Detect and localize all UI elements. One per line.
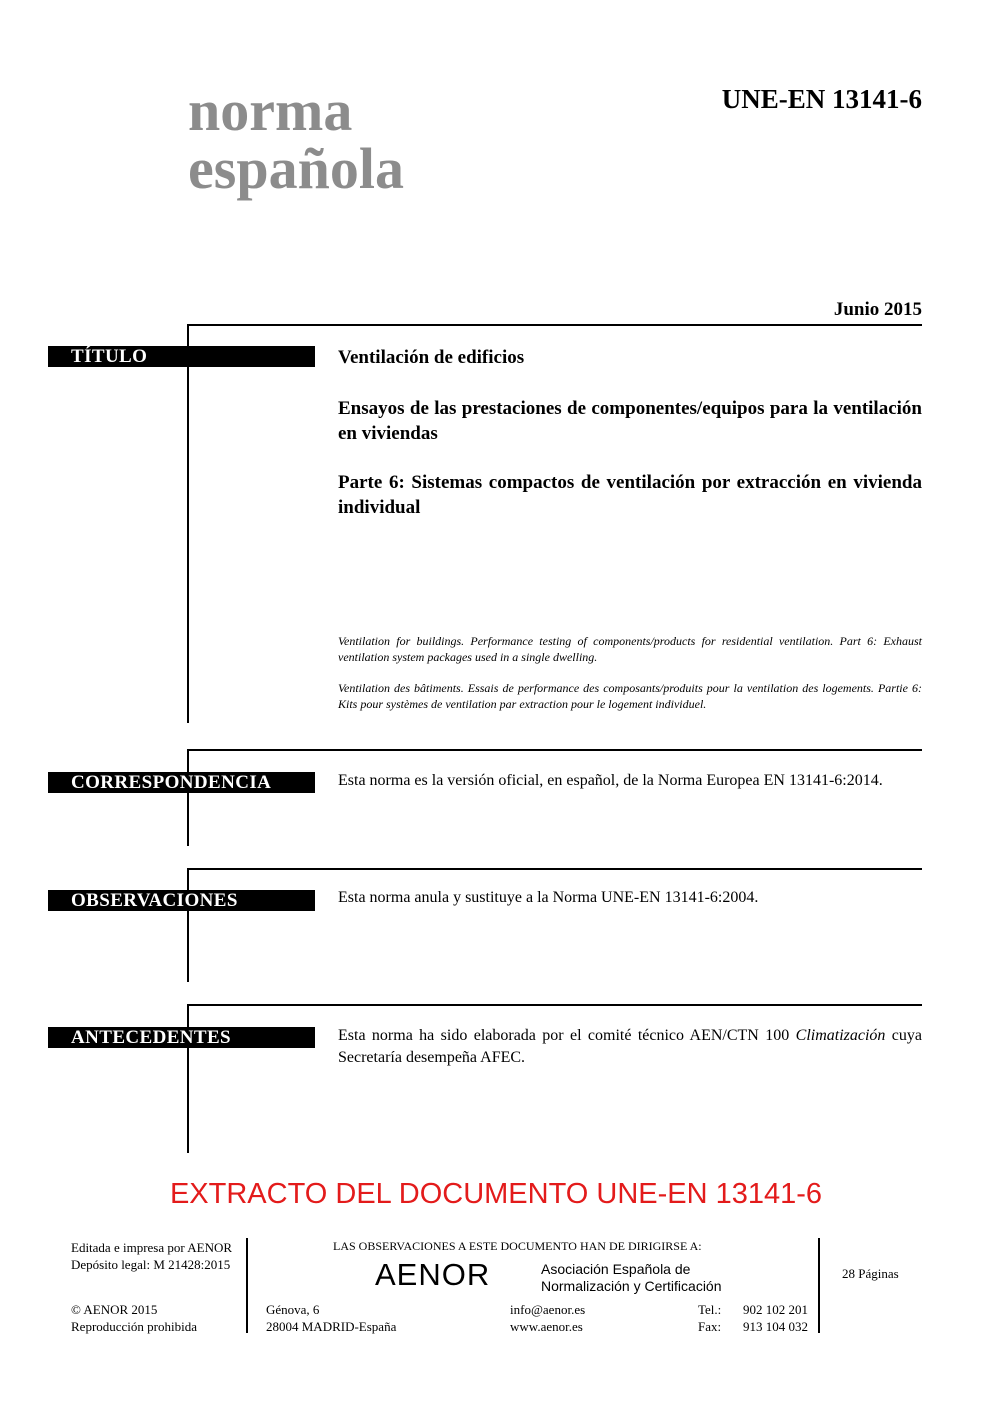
page-count: 28 Páginas [842, 1266, 899, 1281]
aenor-logo: AENOR [375, 1257, 491, 1292]
title-french: Ventilation des bâtiments. Essais de performance des composants/produits pour la ventilation des logements. Partie 6: Kits pour systèmes de ventilation par extraction pour le logement individuel. [338, 681, 922, 711]
fax-label: Fax: [698, 1319, 722, 1334]
section-divider-correspondencia [188, 749, 922, 751]
correspondencia-text: Esta norma es la versión oficial, en español, de la Norma Europea EN 13141-6:2014. [338, 772, 883, 789]
title-english: Ventilation for buildings. Performance testing of components/products for residential ventilation. Part 6: Exhaust ventilation system packages used in a single dwelling. [338, 634, 922, 664]
section-rule-titulo [187, 324, 189, 723]
publication-date: Junio 2015 [833, 299, 922, 320]
section-rule-observaciones [187, 868, 189, 982]
brand-title [188, 78, 404, 201]
footer-divider-left [246, 1238, 248, 1333]
tel-number: 902 102 201 [743, 1302, 808, 1317]
antecedentes-text-start: Esta norma ha sido elaborada por el comité técnico AEN/CTN 100 [338, 1027, 796, 1044]
footer-phone [698, 1301, 808, 1335]
fax-number: 913 104 032 [743, 1319, 808, 1334]
tel-label: Tel.: [698, 1302, 722, 1317]
section-divider-titulo [188, 324, 922, 326]
standard-code: UNE-EN 13141-6 [721, 84, 922, 114]
section-divider-antecedentes [188, 1004, 922, 1006]
aenor-full-name [541, 1261, 722, 1295]
title-main: Ventilación de edificios [338, 347, 525, 368]
reproduction-notice: Reproducción prohibida [71, 1319, 197, 1334]
assoc-line-1: Asociación Española de [541, 1261, 691, 1277]
section-label-correspondencia: CORRESPONDENCIA [48, 772, 315, 793]
title-part: Parte 6: Sistemas compactos de ventilación por extracción en vivienda individual [338, 472, 922, 518]
section-label-antecedentes: ANTECEDENTES [48, 1027, 315, 1048]
section-label-observaciones: OBSERVACIONES [48, 890, 315, 911]
footer-address [266, 1301, 396, 1335]
fax-row [698, 1318, 808, 1335]
observaciones-text: Esta norma anula y sustituye a la Norma UNE-EN 13141-6:2004. [338, 889, 759, 906]
assoc-line-2: Normalización y Certificación [541, 1278, 722, 1294]
section-label-titulo: TÍTULO [48, 346, 315, 367]
address-street: Génova, 6 [266, 1302, 320, 1317]
footer-copyright [71, 1301, 197, 1335]
committee-name: Climatización [795, 1027, 886, 1044]
brand-line-2: española [188, 136, 404, 201]
title-complementary: Ensayos de las prestaciones de componentes/equipos para la ventilación en viviendas [338, 398, 922, 444]
contact-web[interactable]: www.aenor.es [510, 1319, 583, 1334]
extract-notice: EXTRACTO DEL DOCUMENTO UNE-EN 13141-6 [169, 1178, 823, 1210]
brand-line-1: norma [188, 78, 353, 143]
footer-divider-right [818, 1238, 820, 1333]
section-divider-observaciones [188, 868, 922, 870]
legal-deposit: Depósito legal: M 21428:2015 [71, 1257, 231, 1272]
antecedentes-text-end: cuya Secretaría desempeña AFEC. [338, 1027, 923, 1066]
footer-edition [71, 1239, 232, 1273]
edited-by: Editada e impresa por AENOR [71, 1240, 233, 1255]
tel-row [698, 1301, 808, 1318]
section-rule-correspondencia [187, 749, 189, 846]
footer-contact [510, 1301, 585, 1335]
copyright-notice: © AENOR 2015 [71, 1302, 158, 1317]
antecedentes-text [338, 1025, 922, 1069]
address-city: 28004 MADRID-España [266, 1319, 397, 1334]
contact-email[interactable]: info@aenor.es [510, 1302, 586, 1317]
observations-header: LAS OBSERVACIONES A ESTE DOCUMENTO HAN DE DIRIGIRSE A: [333, 1239, 702, 1253]
